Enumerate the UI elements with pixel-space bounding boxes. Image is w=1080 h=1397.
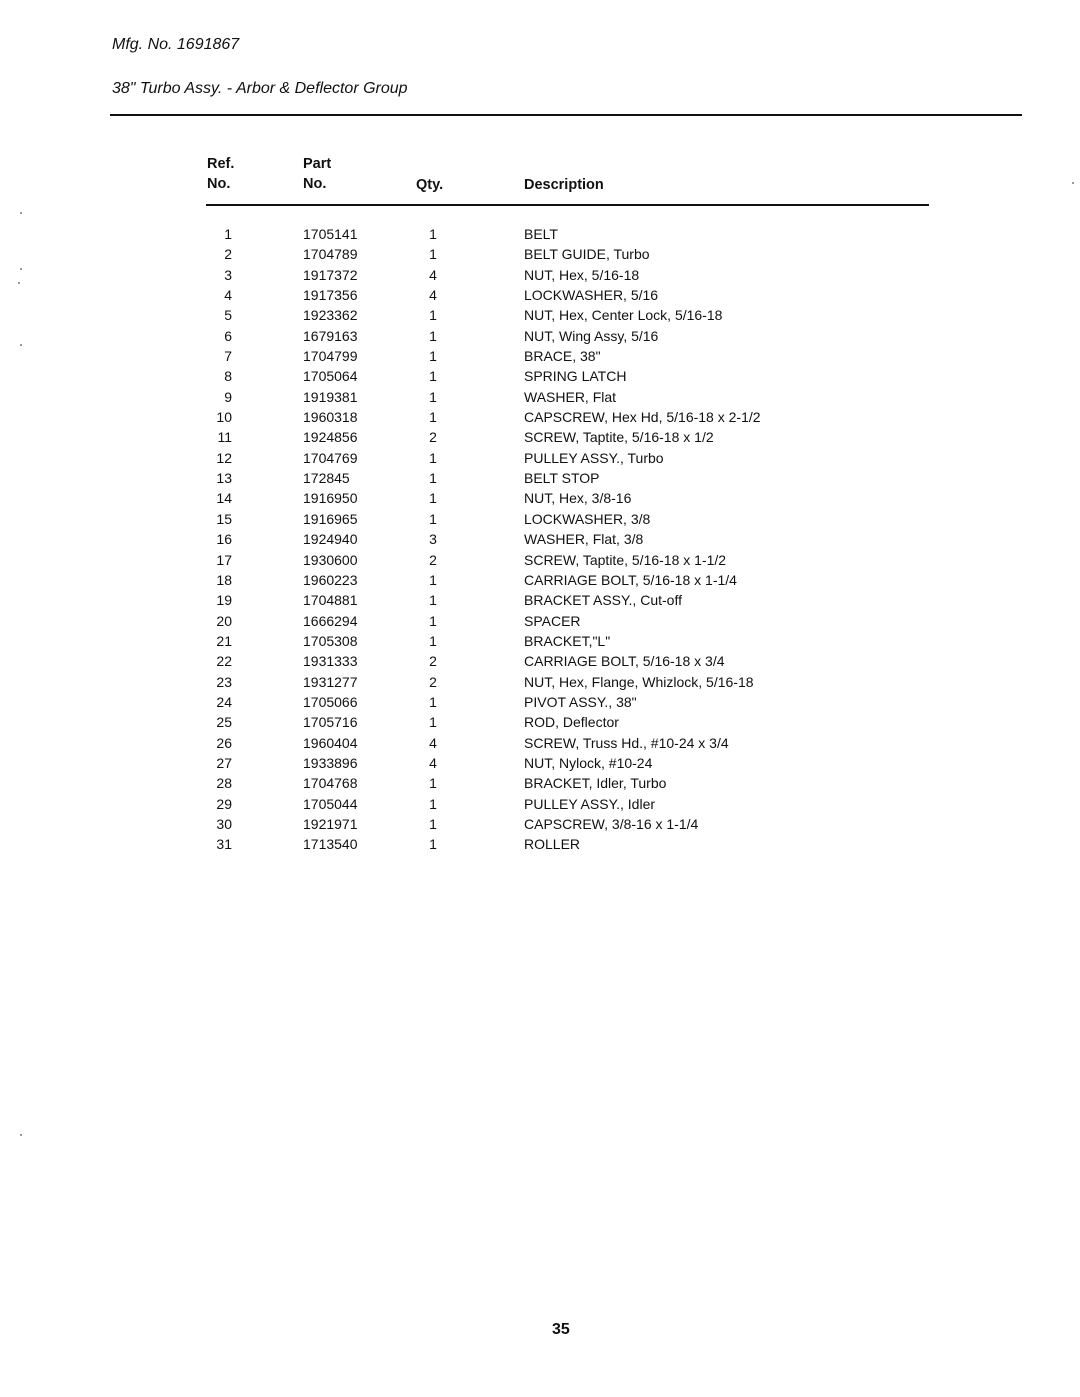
header-qty: Qty. (416, 177, 444, 193)
description: SCREW, Truss Hd., #10-24 x 3/4 (524, 734, 729, 751)
description: LOCKWASHER, 3/8 (524, 510, 651, 527)
ref-number: 6 (224, 327, 232, 344)
part-number: 1704789 (303, 246, 358, 263)
ref-number: 23 (216, 673, 232, 690)
part-number: 1705716 (303, 714, 358, 731)
header-ref-line1: Ref. (207, 156, 235, 172)
description: BRACKET, Idler, Turbo (524, 775, 667, 792)
parts-table-body (0, 224, 1080, 855)
description: SCREW, Taptite, 5/16-18 x 1-1/2 (524, 551, 727, 568)
quantity: 1 (429, 368, 437, 385)
description: WASHER, Flat (524, 388, 617, 405)
ref-number: 1 (224, 226, 232, 242)
description: WASHER, Flat, 3/8 (524, 531, 644, 548)
ref-number: 22 (216, 653, 232, 670)
ref-number: 8 (224, 368, 232, 385)
part-number: 1705066 (303, 693, 358, 710)
table-row (0, 427, 1080, 447)
description: PULLEY ASSY., Idler (524, 795, 656, 812)
part-number: 1921971 (303, 815, 358, 832)
quantity: 2 (429, 429, 437, 446)
part-number: 1923362 (303, 307, 358, 324)
table-row (0, 305, 1080, 325)
mfg-number: Mfg. No. 1691867 (112, 36, 240, 53)
description: NUT, Hex, Flange, Whizlock, 5/16-18 (524, 673, 754, 690)
quantity: 4 (429, 287, 437, 304)
part-number: 1705044 (303, 795, 358, 812)
quantity: 1 (429, 226, 437, 242)
part-number: 1924940 (303, 531, 358, 548)
table-row (0, 570, 1080, 590)
quantity: 1 (429, 571, 437, 588)
ref-number: 4 (224, 287, 232, 304)
ref-number: 12 (216, 449, 232, 466)
quantity: 1 (429, 592, 437, 609)
description: NUT, Hex, Center Lock, 5/16-18 (524, 307, 723, 324)
quantity: 1 (429, 510, 437, 527)
quantity: 3 (429, 531, 437, 548)
part-number: 1933896 (303, 754, 358, 771)
table-row (0, 590, 1080, 610)
quantity: 1 (429, 307, 437, 324)
ref-number: 13 (216, 470, 232, 487)
description: SPRING LATCH (524, 368, 627, 385)
quantity: 1 (429, 632, 437, 649)
description: SPACER (524, 612, 581, 629)
table-row (0, 692, 1080, 712)
table-row (0, 814, 1080, 834)
description: CAPSCREW, Hex Hd, 5/16-18 x 2-1/2 (524, 409, 761, 426)
quantity: 1 (429, 714, 437, 731)
quantity: 1 (429, 775, 437, 792)
quantity: 1 (429, 388, 437, 405)
description: NUT, Wing Assy, 5/16 (524, 327, 659, 344)
ref-number: 19 (216, 592, 232, 609)
description: ROLLER (524, 836, 581, 853)
table-row (0, 387, 1080, 407)
description: PULLEY ASSY., Turbo (524, 449, 664, 466)
scan-speck (20, 212, 22, 214)
ref-number: 20 (216, 612, 232, 629)
scan-speck (20, 344, 22, 346)
quantity: 2 (429, 653, 437, 670)
table-row (0, 550, 1080, 570)
table-row (0, 468, 1080, 488)
ref-number: 24 (216, 693, 232, 710)
ref-number: 7 (224, 348, 232, 365)
ref-number: 31 (216, 836, 232, 853)
quantity: 1 (429, 795, 437, 812)
table-row (0, 672, 1080, 692)
quantity: 1 (429, 327, 437, 344)
part-number: 1924856 (303, 429, 358, 446)
table-row (0, 529, 1080, 549)
description: ROD, Deflector (524, 714, 619, 731)
header-ref-line2: No. (207, 176, 231, 192)
description: NUT, Hex, 3/8-16 (524, 490, 632, 507)
description: NUT, Nylock, #10-24 (524, 754, 653, 771)
description: NUT, Hex, 5/16-18 (524, 266, 640, 283)
header-part-line1: Part (303, 156, 332, 172)
description: SCREW, Taptite, 5/16-18 x 1/2 (524, 429, 714, 446)
description: LOCKWASHER, 5/16 (524, 287, 659, 304)
table-row (0, 753, 1080, 773)
quantity: 1 (429, 409, 437, 426)
ref-number: 26 (216, 734, 232, 751)
part-number: 1919381 (303, 388, 358, 405)
description: CARRIAGE BOLT, 5/16-18 x 3/4 (524, 653, 725, 670)
part-number: 1705141 (303, 226, 358, 242)
header-part-line2: No. (303, 176, 327, 192)
part-number: 1704769 (303, 449, 358, 466)
ref-number: 17 (216, 551, 232, 568)
quantity: 4 (429, 754, 437, 771)
table-row (0, 794, 1080, 814)
part-number: 1713540 (303, 836, 358, 853)
quantity: 1 (429, 693, 437, 710)
quantity: 2 (429, 673, 437, 690)
title-rule (110, 114, 1022, 116)
header-rule (206, 204, 929, 206)
table-row (0, 265, 1080, 285)
scan-speck (18, 282, 20, 284)
ref-number: 25 (216, 714, 232, 731)
quantity: 1 (429, 836, 437, 853)
table-row (0, 407, 1080, 427)
scan-speck (20, 268, 22, 270)
table-row (0, 611, 1080, 631)
part-number: 1931333 (303, 653, 358, 670)
part-number: 1916950 (303, 490, 358, 507)
description: BRACKET ASSY., Cut-off (524, 592, 682, 609)
description: BRACKET,"L" (524, 632, 611, 649)
ref-number: 3 (224, 266, 232, 283)
ref-number: 27 (216, 754, 232, 771)
part-number: 1666294 (303, 612, 358, 629)
quantity: 1 (429, 490, 437, 507)
scan-speck (1072, 182, 1074, 184)
table-row (0, 733, 1080, 753)
table-row (0, 224, 1080, 244)
quantity: 2 (429, 551, 437, 568)
quantity: 1 (429, 246, 437, 263)
ref-number: 16 (216, 531, 232, 548)
ref-number: 10 (216, 409, 232, 426)
ref-number: 5 (224, 307, 232, 324)
page-number: 35 (552, 1321, 570, 1338)
part-number: 172845 (303, 470, 350, 487)
ref-number: 2 (224, 246, 232, 263)
part-number: 1960223 (303, 571, 358, 588)
ref-number: 30 (216, 815, 232, 832)
description: PIVOT ASSY., 38" (524, 693, 637, 710)
description: CARRIAGE BOLT, 5/16-18 x 1-1/4 (524, 571, 737, 588)
table-row (0, 631, 1080, 651)
description: BELT GUIDE, Turbo (524, 246, 650, 263)
quantity: 4 (429, 266, 437, 283)
ref-number: 18 (216, 571, 232, 588)
table-row (0, 366, 1080, 386)
part-number: 1931277 (303, 673, 358, 690)
table-row (0, 773, 1080, 793)
ref-number: 29 (216, 795, 232, 812)
part-number: 1705308 (303, 632, 358, 649)
description: BELT STOP (524, 470, 600, 487)
ref-number: 14 (216, 490, 232, 507)
part-number: 1917372 (303, 266, 358, 283)
quantity: 4 (429, 734, 437, 751)
ref-number: 28 (216, 775, 232, 792)
table-row (0, 326, 1080, 346)
part-number: 1916965 (303, 510, 358, 527)
table-row (0, 488, 1080, 508)
quantity: 1 (429, 449, 437, 466)
table-row (0, 285, 1080, 305)
table-row (0, 712, 1080, 732)
description: BELT (524, 226, 558, 242)
description: CAPSCREW, 3/8-16 x 1-1/4 (524, 815, 699, 832)
part-number: 1960404 (303, 734, 358, 751)
ref-number: 9 (224, 388, 232, 405)
table-row (0, 244, 1080, 264)
part-number: 1679163 (303, 327, 358, 344)
part-number: 1704799 (303, 348, 358, 365)
quantity: 1 (429, 470, 437, 487)
table-row (0, 448, 1080, 468)
quantity: 1 (429, 348, 437, 365)
description: BRACE, 38" (524, 348, 601, 365)
part-number: 1704768 (303, 775, 358, 792)
ref-number: 11 (217, 429, 232, 446)
page-subtitle: 38" Turbo Assy. - Arbor & Deflector Group (112, 80, 408, 97)
header-description: Description (524, 177, 604, 193)
table-row (0, 346, 1080, 366)
table-row (0, 651, 1080, 671)
part-number: 1705064 (303, 368, 358, 385)
quantity: 1 (429, 612, 437, 629)
table-row (0, 509, 1080, 529)
table-row (0, 834, 1080, 854)
ref-number: 15 (216, 510, 232, 527)
part-number: 1930600 (303, 551, 358, 568)
part-number: 1704881 (303, 592, 358, 609)
quantity: 1 (429, 815, 437, 832)
ref-number: 21 (216, 632, 232, 649)
part-number: 1917356 (303, 287, 358, 304)
part-number: 1960318 (303, 409, 358, 426)
scan-speck (20, 1134, 22, 1136)
